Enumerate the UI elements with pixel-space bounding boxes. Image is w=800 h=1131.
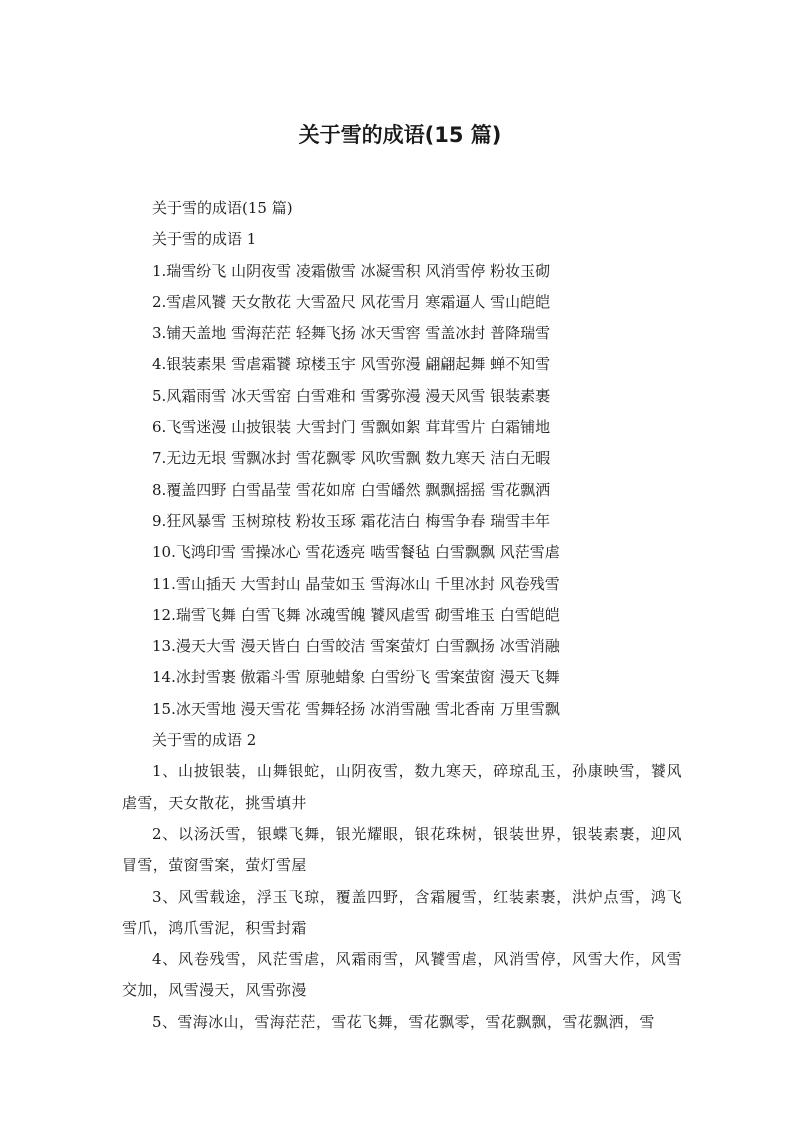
idiom-line: 11.雪山插天 大雪封山 晶莹如玉 雪海冰山 千里冰封 风卷残雪 (152, 574, 560, 593)
idiom-line: 5.风霜雨雪 冰天雪窑 白雪难和 雪雾弥漫 漫天风雪 银装素裹 (152, 386, 551, 405)
idiom-paragraph: 5、雪海冰山，雪海茫茫，雪花飞舞，雪花飘零，雪花飘飘，雪花飘洒，雪 (152, 1012, 655, 1031)
document-title: 关于雪的成语(15 篇) (298, 123, 502, 147)
idiom-paragraph: 4、风卷残雪，风茫雪虐，风霜雨雪，风饕雪虐，风消雪停，风雪大作，风雪交加，风雪漫天，风雪弥漫 (122, 950, 682, 1000)
idiom-line: 8.覆盖四野 白雪晶莹 雪花如席 白雪皤然 飘飘摇摇 雪花飘洒 (152, 480, 551, 499)
idiom-line: 6.飞雪迷漫 山披银装 大雪封门 雪飘如絮 茸茸雪片 白霜铺地 (152, 418, 551, 437)
idiom-line: 4.银装素果 雪虐霜饕 琼楼玉宇 风雪弥漫 翩翩起舞 蝉不知雪 (152, 355, 551, 374)
idiom-line: 12.瑞雪飞舞 白雪飞舞 冰魂雪魄 饕风虐雪 砌雪堆玉 白雪皑皑 (152, 605, 560, 624)
idiom-line: 2.雪虐风饕 天女散花 大雪盈尺 风花雪月 寒霜逼人 雪山皑皑 (152, 292, 551, 311)
section-heading-2: 关于雪的成语 2 (152, 731, 257, 750)
idiom-line: 9.狂风暴雪 玉树琼枝 粉妆玉琢 霜花洁白 梅雪争春 瑞雪丰年 (152, 511, 551, 530)
idiom-line: 7.无边无垠 雪飘冰封 雪花飘零 风吹雪飘 数九寒天 洁白无暇 (152, 449, 551, 468)
section-heading-1: 关于雪的成语 1 (152, 230, 257, 249)
idiom-line: 10.飞鸿印雪 雪操冰心 雪花透亮 啮雪餐毡 白雪飘飘 风茫雪虐 (152, 543, 560, 562)
idiom-paragraph: 3、风雪载途，浮玉飞琼，覆盖四野，含霜履雪，红装素裹，洪炉点雪，鸿飞雪爪，鸿爪雪泥，积雪封霜 (122, 887, 682, 937)
idiom-line: 1.瑞雪纷飞 山阴夜雪 凌霜傲雪 冰凝雪积 风消雪停 粉妆玉砌 (152, 261, 551, 280)
subtitle: 关于雪的成语(15 篇) (152, 199, 293, 217)
idiom-line: 13.漫天大雪 漫天皆白 白雪皎洁 雪案萤灯 白雪飘扬 冰雪消融 (152, 637, 560, 656)
idiom-paragraph: 2、以汤沃雪，银蝶飞舞，银光耀眼，银花珠树，银装世界，银装素裹，迎风冒雪，萤窗雪案，萤灯雪屋 (122, 824, 682, 875)
document-body (122, 193, 682, 1038)
idiom-line: 3.铺天盖地 雪海茫茫 轻舞飞扬 冰天雪窖 雪盖冰封 普降瑞雪 (152, 324, 551, 343)
idiom-paragraph: 1、山披银装，山舞银蛇，山阴夜雪，数九寒天，碎琼乱玉，孙康映雪，饕风虐雪，天女散花，挑雪填井 (122, 762, 682, 812)
idiom-line: 15.冰天雪地 漫天雪花 雪舞轻扬 冰消雪融 雪北香南 万里雪飘 (152, 699, 560, 718)
idiom-line: 14.冰封雪裹 傲霜斗雪 原驰蜡象 白雪纷飞 雪案萤窗 漫天飞舞 (152, 668, 560, 687)
